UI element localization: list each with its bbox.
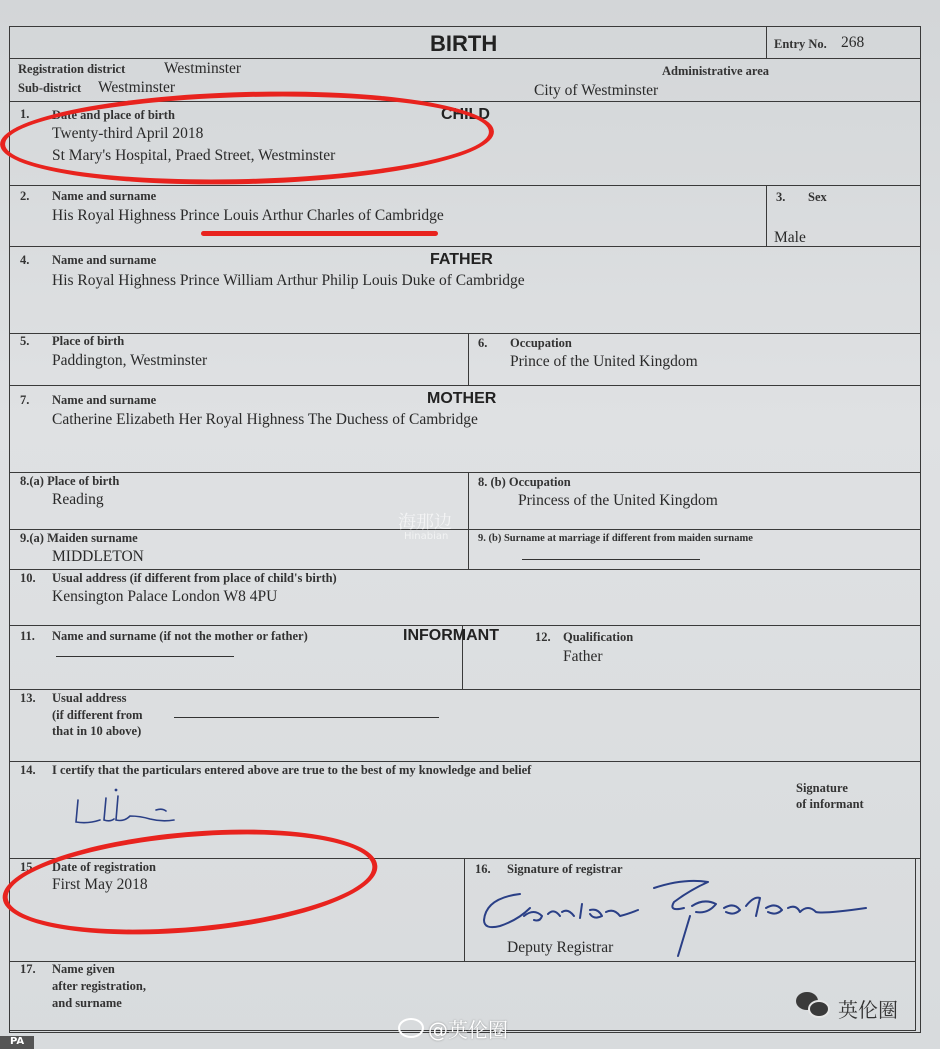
mother-heading: MOTHER <box>427 390 497 407</box>
date-of-registration: First May 2018 <box>52 876 148 893</box>
field-5-number: 5. <box>20 334 30 348</box>
entry-no-value: 268 <box>841 34 865 51</box>
field-17-label-line-1: Name given <box>52 962 115 976</box>
field-15-number: 15. <box>20 860 36 874</box>
field-5-label: Place of birth <box>52 334 125 348</box>
field-13-box <box>9 689 921 762</box>
father-place-of-birth: Paddington, Westminster <box>52 352 208 369</box>
field-14-number: 14. <box>20 763 36 777</box>
field-17-label-line-3: and surname <box>52 996 122 1010</box>
field-13-label-line-1: Usual address <box>52 691 127 705</box>
qualification: Father <box>563 648 603 665</box>
field-11-blank-line <box>56 656 234 657</box>
administrative-area-value: City of Westminster <box>534 82 659 99</box>
field-11-label: Name and surname (if not the mother or father) <box>52 629 308 643</box>
administrative-area-label: Administrative area <box>662 64 770 78</box>
field-9b-label: 9. (b) Surname at marriage if different from maiden surname <box>478 533 753 544</box>
field-4-number: 4. <box>20 253 30 267</box>
field-13-number: 13. <box>20 691 36 705</box>
field-10-number: 10. <box>20 571 36 585</box>
mother-occupation: Princess of the United Kingdom <box>518 492 718 509</box>
signature-of-informant-label-1: Signature <box>796 781 848 795</box>
field-3-number: 3. <box>776 190 786 204</box>
informant-heading: INFORMANT <box>403 627 499 644</box>
field-12-label: Qualification <box>563 630 634 644</box>
field-16-number: 16. <box>475 862 491 876</box>
child-name: His Royal Highness Prince Louis Arthur Charles of Cambridge <box>52 207 444 224</box>
field-8a-label: 8.(a) Place of birth <box>20 474 120 488</box>
field-6-number: 6. <box>478 336 488 350</box>
field-12-number: 12. <box>535 630 551 644</box>
field-13-label-line-3: that in 10 above) <box>52 724 142 738</box>
registrar-title: Deputy Registrar <box>507 939 614 956</box>
date-of-birth: Twenty-third April 2018 <box>52 125 204 142</box>
watermark-hinabian-cn: 海那边 <box>398 512 452 533</box>
field-9b-blank-line <box>522 559 700 560</box>
field-3-label: Sex <box>808 190 827 204</box>
certificate-title: BIRTH <box>430 31 498 56</box>
weibo-icon <box>398 1018 424 1038</box>
field-13-label-line-2: (if different from <box>52 708 143 722</box>
field-11-number: 11. <box>20 629 35 643</box>
father-heading: FATHER <box>430 251 493 268</box>
field-6-label: Occupation <box>510 336 572 350</box>
field-17-number: 17. <box>20 962 36 976</box>
watermark-hinabian-en: Hinabian <box>404 531 449 542</box>
child-sex: Male <box>774 229 806 246</box>
field-7-label: Name and surname <box>52 393 157 407</box>
field-1-number: 1. <box>20 107 30 121</box>
field-16-label: Signature of registrar <box>507 862 623 876</box>
father-name: His Royal Highness Prince William Arthur Philip Louis Duke of Cambridge <box>52 272 525 289</box>
field-10-label: Usual address (if different from place of child's birth) <box>52 571 337 585</box>
field-17-label-line-2: after registration, <box>52 979 146 993</box>
field-13-blank-line <box>174 717 439 718</box>
field-2-number: 2. <box>20 189 30 203</box>
signature-of-informant-label-2: of informant <box>796 797 864 811</box>
entry-no-label: Entry No. <box>774 37 827 51</box>
child-heading: CHILD <box>441 106 490 123</box>
field-4-label: Name and surname <box>52 253 157 267</box>
field-8b-label: 8. (b) Occupation <box>478 475 571 489</box>
field-14-label: I certify that the particulars entered above are true to the best of my knowledge and belief <box>52 763 532 777</box>
field-2-label: Name and surname <box>52 189 157 203</box>
sub-district-value: Westminster <box>98 79 176 96</box>
pa-credit: PA <box>10 1036 25 1047</box>
registration-district-value: Westminster <box>164 60 242 77</box>
father-occupation: Prince of the United Kingdom <box>510 353 698 370</box>
field-1-label: Date and place of birth <box>52 108 175 122</box>
wechat-icon <box>796 992 832 1020</box>
registration-district-label: Registration district <box>18 62 126 76</box>
maiden-surname: MIDDLETON <box>52 548 144 565</box>
field-12-box <box>462 625 921 690</box>
watermark-wechat: 英伦圈 <box>838 998 898 1022</box>
informant-signature <box>70 786 200 836</box>
mother-name: Catherine Elizabeth Her Royal Highness The Duchess of Cambridge <box>52 411 478 428</box>
field-15-label: Date of registration <box>52 860 156 874</box>
field-9a-label: 9.(a) Maiden surname <box>20 531 138 545</box>
place-of-birth: St Mary's Hospital, Praed Street, Westminster <box>52 147 336 164</box>
watermark-weibo: @英伦圈 <box>428 1018 508 1042</box>
sub-district-label: Sub-district <box>18 81 82 95</box>
red-underline-child-name <box>201 231 438 236</box>
usual-address: Kensington Palace London W8 4PU <box>52 588 278 605</box>
field-7-number: 7. <box>20 393 30 407</box>
mother-place-of-birth: Reading <box>52 491 104 508</box>
